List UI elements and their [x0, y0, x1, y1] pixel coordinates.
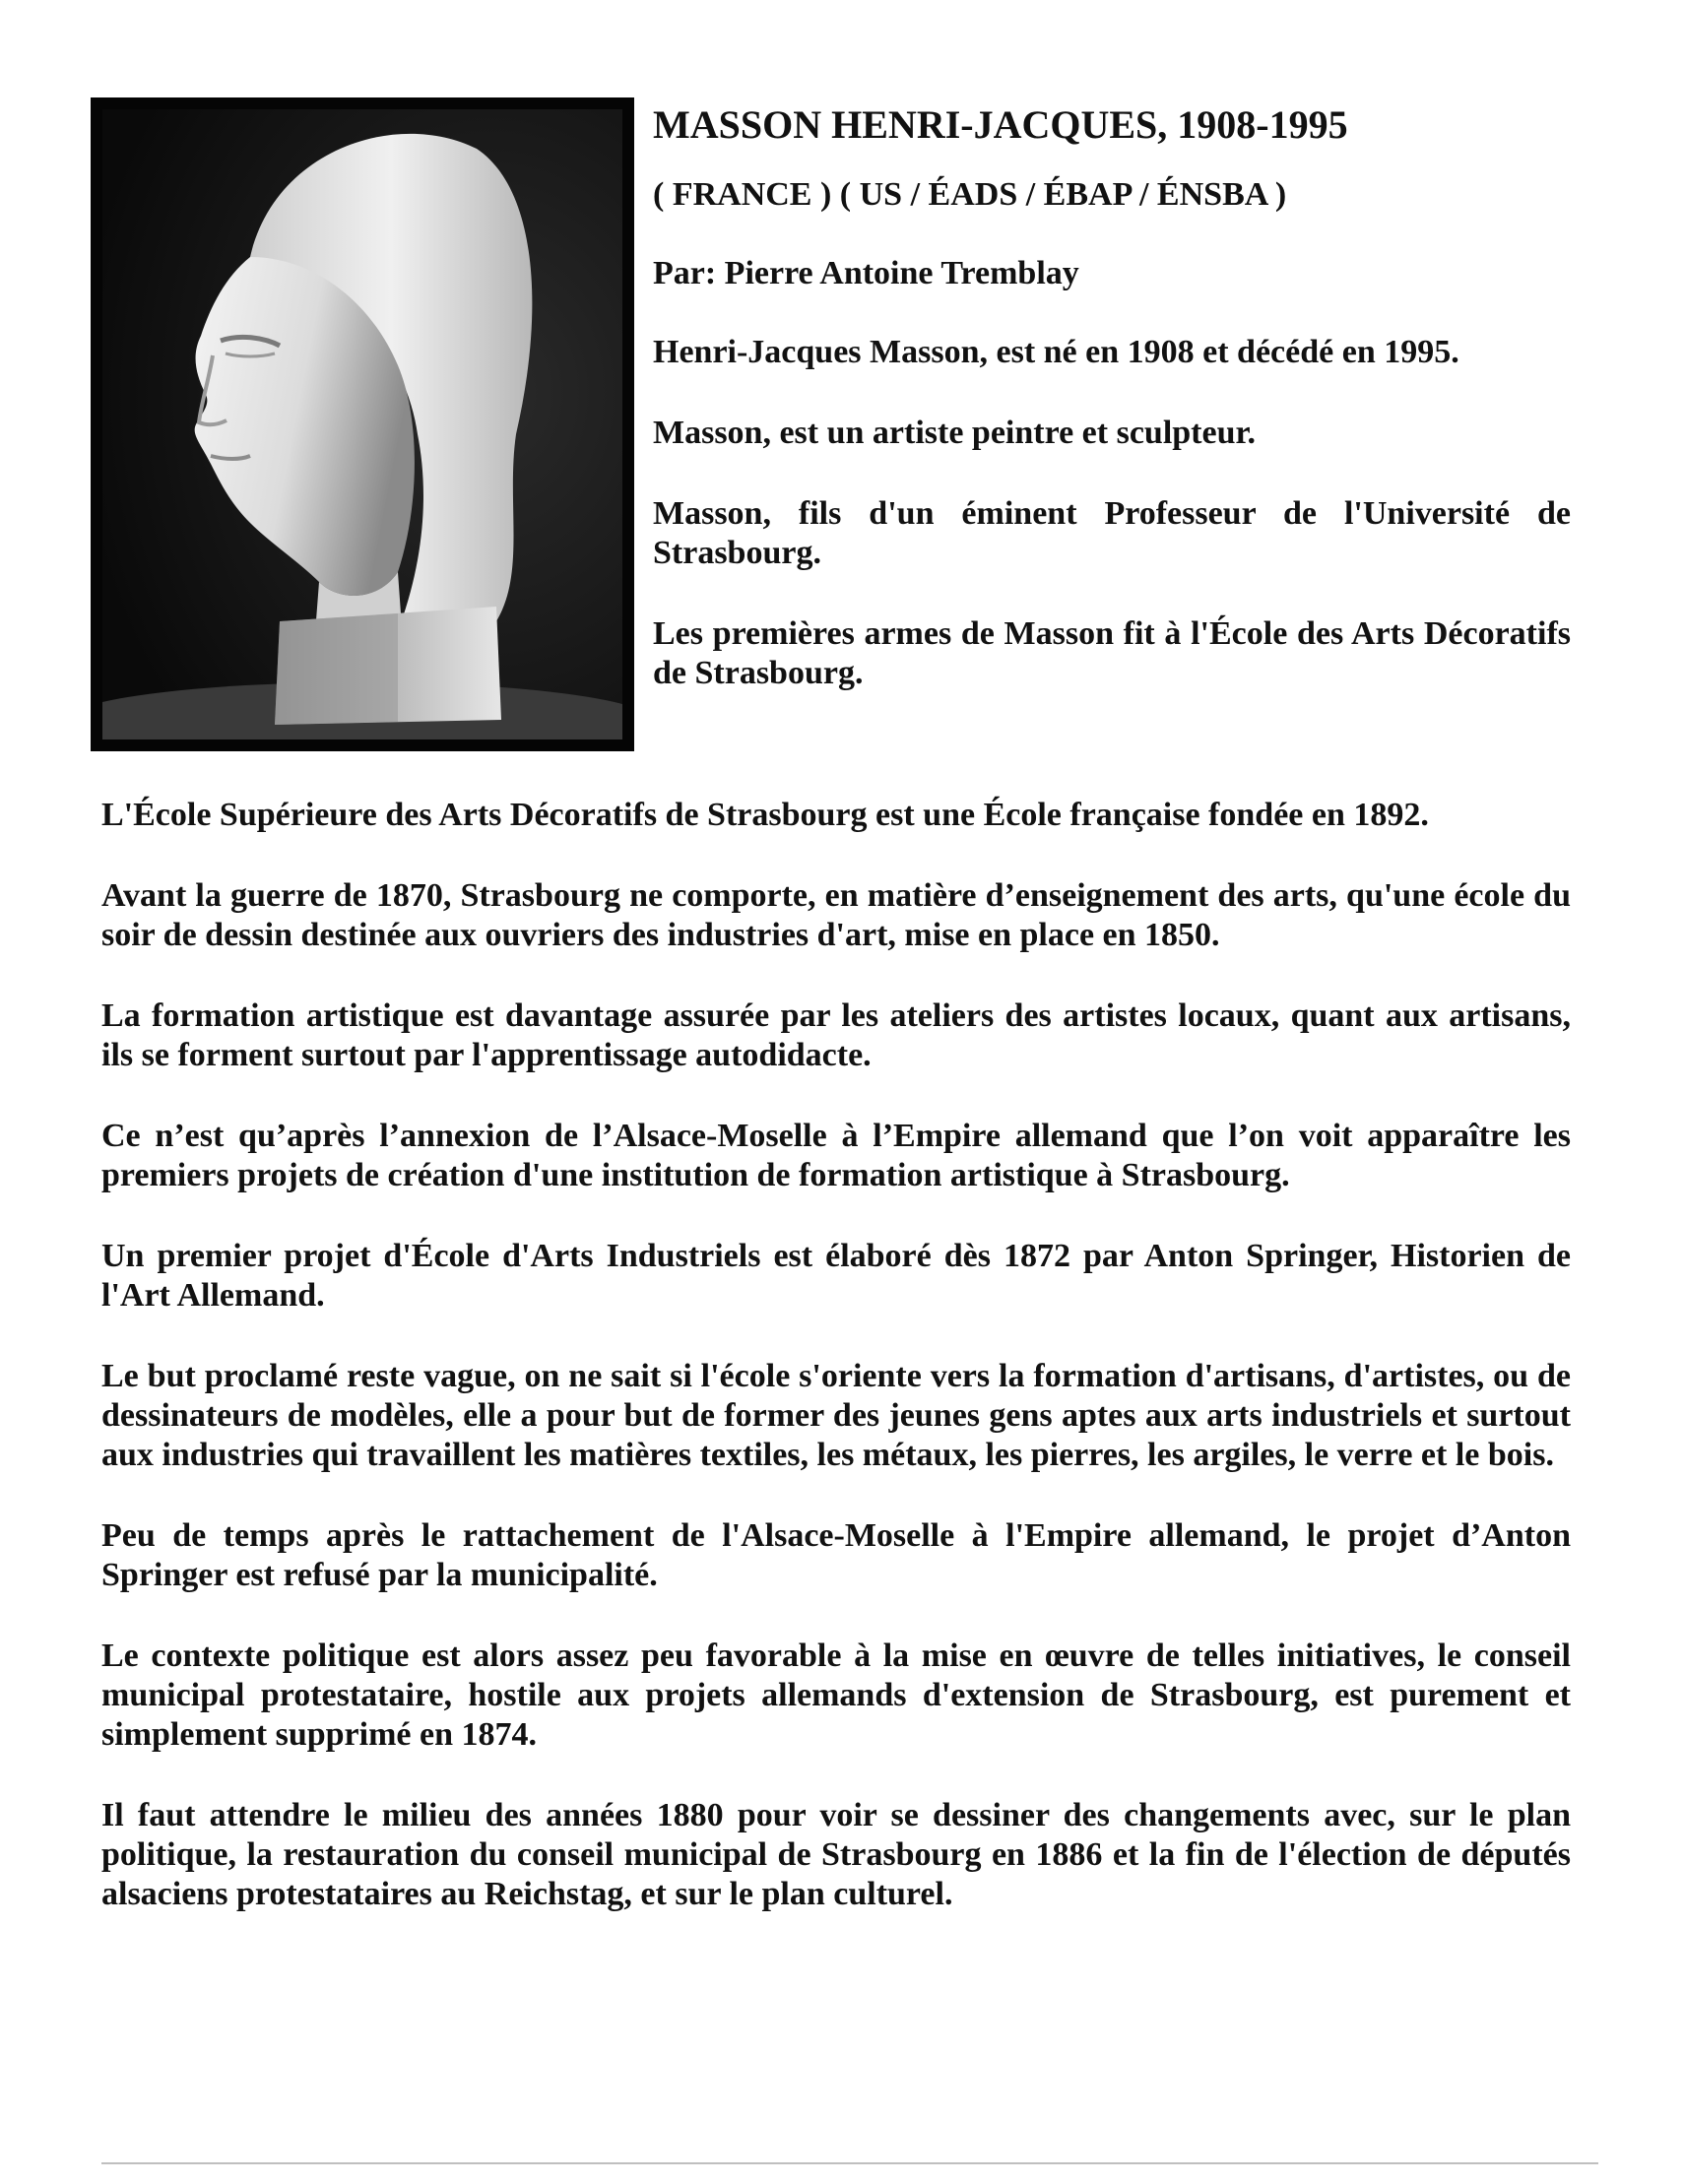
page-title: MASSON HENRI-JACQUES, 1908-1995 — [653, 102, 1348, 147]
body-paragraph: La formation artistique est davantage assurée par les ateliers des artistes locaux, quant aux artisans, ils se forment surtout par l'apprentissage autodidacte. — [101, 997, 1571, 1073]
body-paragraph: Un premier projet d'École d'Arts Industriels est élaboré dès 1872 par Anton Springer, Historien de l'Art Allemand. — [101, 1238, 1571, 1314]
author-line: Par: Pierre Antoine Tremblay — [653, 255, 1079, 291]
intro-paragraph: Henri-Jacques Masson, est né en 1908 et décédé en 1995. — [653, 334, 1459, 370]
intro-paragraph: Les premières armes de Masson fit à l'École des Arts Décoratifs de Strasbourg. — [653, 615, 1571, 691]
body-paragraph: Peu de temps après le rattachement de l'Alsace-Moselle à l'Empire allemand, le projet d’Anton Springer est refusé par la municipalité. — [101, 1517, 1571, 1593]
body-paragraph: Le contexte politique est alors assez peu favorable à la mise en œuvre de telles initiatives, le conseil municipal protestataire, hostile aux projets allemands d'extension de Strasbourg, est purement et simplement supprimé en 1874. — [101, 1638, 1571, 1753]
subtitle: ( FRANCE ) ( US / ÉADS / ÉBAP / ÉNSBA ) — [653, 176, 1287, 213]
body-paragraph: Il faut attendre le milieu des années 1880 pour voir se dessiner des changements avec, sur le plan politique, la restauration du conseil municipal de Strasbourg en 1886 et la fin de l'élection de députés alsaciens protestataires au Reichstag, et sur le plan culturel. — [101, 1797, 1571, 1912]
footer-divider — [101, 2162, 1598, 2164]
body-paragraph: Ce n’est qu’après l’annexion de l’Alsace-Moselle à l’Empire allemand que l’on voit apparaître les premiers projets de création d'une institution de formation artistique à Strasbourg. — [101, 1118, 1571, 1193]
body-paragraph: Le but proclamé reste vague, on ne sait si l'école s'oriente vers la formation d'artisans, d'artistes, ou de dessinateurs de modèles, elle a pour but de former des jeunes gens aptes aux arts industriels et surtout aux industries qui travaillent les matières textiles, les métaux, les pierres, les argiles, le verre et le bois. — [101, 1358, 1571, 1473]
body-paragraph: L'École Supérieure des Arts Décoratifs de Strasbourg est une École française fondée en 1892. — [101, 797, 1429, 833]
sculpture-photo — [91, 97, 634, 751]
header-column — [653, 100, 1571, 735]
sculpted-head-bust-icon — [102, 109, 622, 739]
intro-paragraph: Masson, fils d'un éminent Professeur de l'Université de Strasbourg. — [653, 495, 1571, 571]
intro-paragraph: Masson, est un artiste peintre et sculpteur. — [653, 415, 1256, 451]
body-paragraph: Avant la guerre de 1870, Strasbourg ne comporte, en matière d’enseignement des arts, qu'une école du soir de dessin destinée aux ouvriers des industries d'art, mise en place en 1850. — [101, 877, 1571, 953]
body-text — [101, 796, 1571, 1956]
